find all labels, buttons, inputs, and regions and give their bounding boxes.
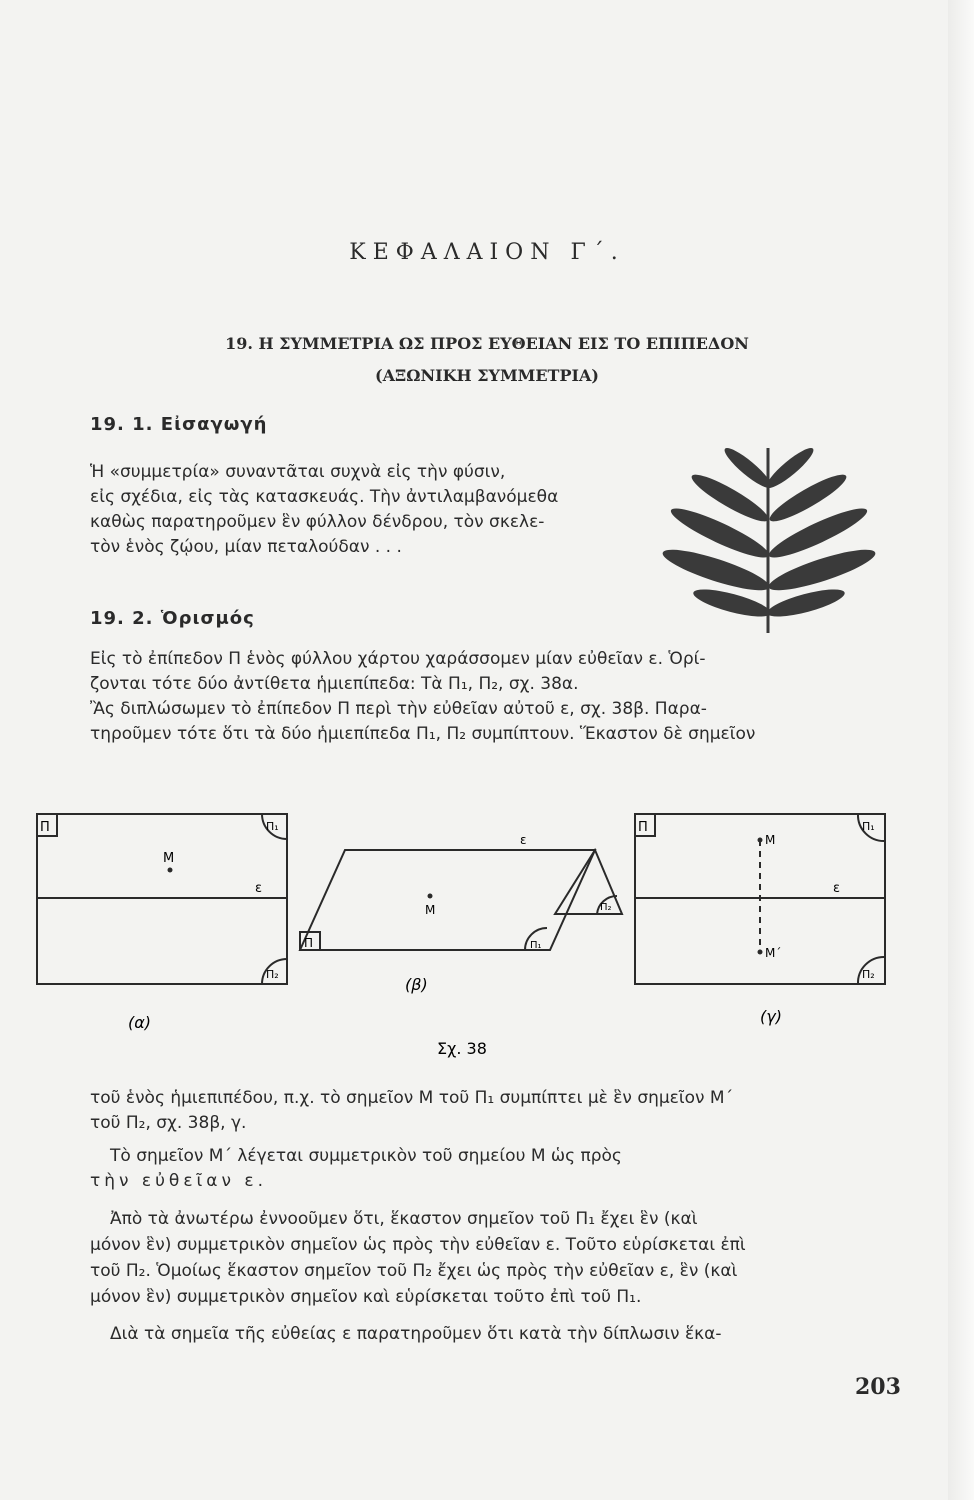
continuation-paragraph-4 (90, 1322, 890, 1347)
page-number: 203 (855, 1374, 901, 1400)
fig-c-caption: (γ) (760, 1007, 782, 1026)
text-line: τοῦ ἑνὸς ἡμιεπιπέδου, π.χ. τὸ σημεῖον Μ τοῦ Π₁ συμπίπτει μὲ ἓν σημεῖον Μ΄ (90, 1088, 734, 1108)
fig-b-point-label: Μ (425, 903, 436, 917)
figure-38 (0, 800, 974, 1070)
fig-c-point-image-label: Μ΄ (765, 946, 782, 960)
continuation-paragraph-1 (90, 1086, 890, 1136)
page-edge (948, 0, 974, 1500)
fig-b-plane-label: Π (304, 936, 314, 950)
text-line: τηροῦμεν τότε ὅτι τὰ δύο ἡμιεπίπεδα Π₁, Π₂ συμπίπτουν. Ἕκαστον δὲ σημεῖον (90, 724, 756, 744)
fig-b-half2-label: Π₂ (600, 902, 612, 913)
text-line: ζονται τότε δύο ἀντίθετα ἡμιεπίπεδα: Τὰ Π₁, Π₂, σχ. 38α. (90, 674, 579, 694)
fig-c-half1-label: Π₁ (862, 820, 875, 833)
fig-c-point-label: Μ (765, 833, 776, 847)
fig-b-half1-label: Π₁ (530, 940, 542, 951)
text-line: Εἰς τὸ ἐπίπεδον Π ἑνὸς φύλλου χάρτου χαράσσομεν μίαν εὐθεῖαν ε. Ὁρί- (90, 649, 706, 669)
leaf-branch-illustration (660, 438, 892, 638)
fig-a-half1-label: Π₁ (266, 820, 279, 833)
intro-heading: 19. 1. Εἰσαγωγή (90, 414, 268, 435)
fig-a-line-label: ε (255, 881, 263, 896)
text-line: Διὰ τὰ σημεῖα τῆς εὐθείας ε παρατηροῦμεν ὅτι κατὰ τὴν δίπλωσιν ἕκα- (110, 1324, 722, 1344)
text-line: τὸν ἑνὸς ζῴου, μίαν πεταλούδαν . . . (90, 537, 402, 557)
fig-c-half2-label: Π₂ (862, 968, 875, 981)
text-line: εἰς σχέδια, εἰς τὰς κατασκευάς. Τὴν ἀντιλαμβανόμεθα (90, 487, 559, 507)
text-line: μόνον ἓν) συμμετρικὸν σημεῖον ὡς πρὸς τὴν εὐθεῖαν ε. Τοῦτο εὑρίσκεται ἐπὶ (90, 1235, 746, 1255)
fig-a-plane-label: Π (40, 820, 50, 835)
section-subtitle: (ΑΞΩΝΙΚΗ ΣΥΜΜΕΤΡΙΑ) (375, 366, 599, 385)
text-line: Τὸ σημεῖον Μ΄ λέγεται συμμετρικὸν τοῦ σημείου Μ ὡς πρὸς (110, 1146, 622, 1166)
text-line: τοῦ Π₂. Ὁμοίως ἕκαστον σημεῖον τοῦ Π₂ ἔχει ὡς πρὸς τὴν εὐθεῖαν ε, ἓν (καὶ (90, 1261, 738, 1281)
text-line: Ἀπὸ τὰ ἀνωτέρω ἐννοοῦμεν ὅτι, ἕκαστον σημεῖον τοῦ Π₁ ἔχει ἓν (καὶ (110, 1209, 698, 1229)
definition-paragraph (90, 647, 890, 747)
continuation-paragraph-2 (90, 1144, 890, 1194)
text-line: τὴν εὐθεῖαν ε. (90, 1171, 267, 1191)
text-line: Ἂς διπλώσωμεν τὸ ἐπίπεδον Π περὶ τὴν εὐθεῖαν αὐτοῦ ε, σχ. 38β. Παρα- (90, 699, 707, 719)
fig-a-half2-label: Π₂ (266, 968, 279, 981)
text-line: καθὼς παρατηροῦμεν ἓν φύλλον δένδρου, τὸν σκελε- (90, 512, 545, 532)
fig-b-caption: (β) (405, 975, 428, 994)
definition-heading: 19. 2. Ὁρισμός (90, 608, 255, 629)
section-title: 19. Η ΣΥΜΜΕΤΡΙΑ ΩΣ ΠΡΟΣ ΕΥΘΕΙΑΝ ΕΙΣ ΤΟ ΕΠΙΠΕΔΟΝ (225, 334, 749, 353)
text-line: μόνον ἓν) συμμετρικὸν σημεῖον καὶ εὑρίσκεται τοῦτο ἐπὶ τοῦ Π₁. (90, 1287, 642, 1307)
continuation-paragraph-3 (90, 1206, 890, 1310)
fig-a-point-label: Μ (163, 851, 175, 866)
figure-caption: Σχ. 38 (437, 1039, 487, 1058)
fig-a-caption: (α) (128, 1013, 152, 1032)
chapter-title: ΚΕΦΑΛΑΙΟΝ Γ΄. (349, 240, 625, 265)
intro-paragraph (90, 460, 660, 560)
fig-c-plane-label: Π (638, 820, 648, 835)
fig-b-line-label: ε (520, 833, 527, 847)
text-line: τοῦ Π₂, σχ. 38β, γ. (90, 1113, 247, 1133)
fig-c-line-label: ε (833, 881, 841, 896)
text-line: Ἡ «συμμετρία» συναντᾶται συχνὰ εἰς τὴν φύσιν, (90, 462, 506, 482)
